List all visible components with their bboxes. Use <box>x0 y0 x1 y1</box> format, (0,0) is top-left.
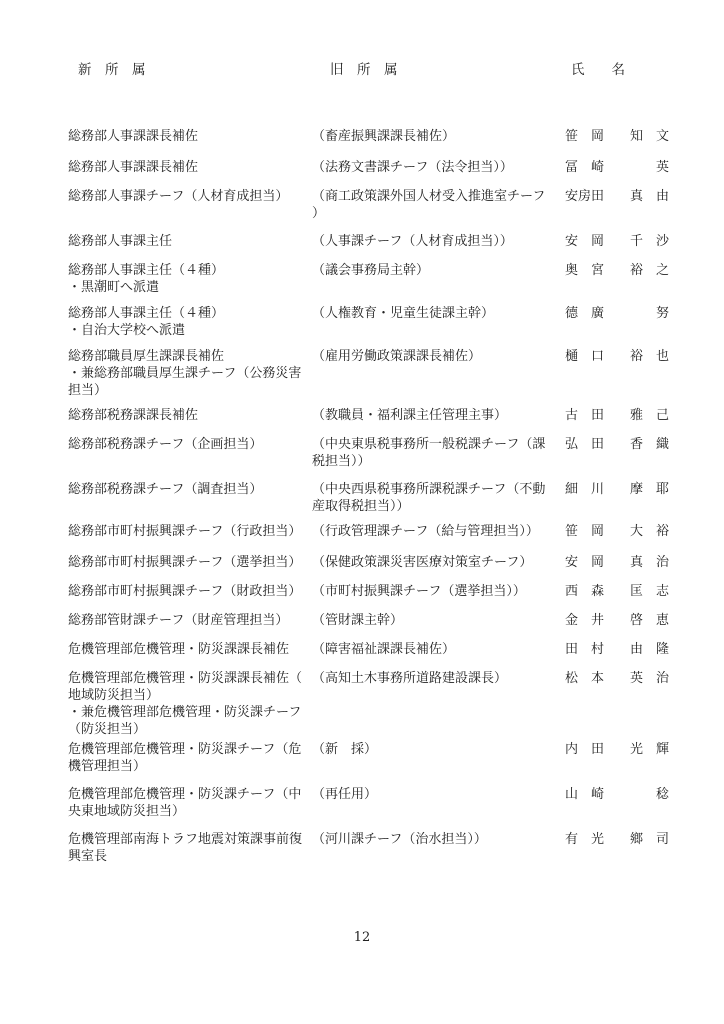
new-affiliation-cell: 総務部人事課課長補佐 <box>68 129 199 144</box>
old-affiliation-cell: （法務文書課チーフ（法令担当）） <box>312 160 513 175</box>
old-affiliation-cell: （保健政策課災害医療対策室チーフ） <box>312 555 533 570</box>
new-affiliation-cell: 総務部市町村振興課チーフ（行政担当） <box>68 524 302 539</box>
person-name-cell: 金 井 啓 恵 <box>565 613 670 628</box>
new-affiliation-header: 新 所 属 <box>78 62 146 78</box>
new-affiliation-cell: 総務部税務課課長補佐 <box>68 408 199 423</box>
new-affiliation-cell: 総務部税務課チーフ（企画担当） <box>68 437 263 452</box>
old-affiliation-cell: （河川課チーフ（治水担当）） <box>312 832 487 847</box>
old-affiliation-cell: （畜産振興課課長補佐） <box>312 129 456 144</box>
old-affiliation-cell: （高知土木事務所道路建設課長） <box>312 671 508 686</box>
person-name-cell: 松 本 英 治 <box>565 671 670 686</box>
person-name-cell: 冨 崎 英 <box>565 160 670 175</box>
person-name-cell: 笹 岡 大 裕 <box>565 524 670 539</box>
old-affiliation-cell: （中央西県税事務所課税課チーフ（不動 産取得税担当）） <box>312 482 546 514</box>
old-affiliation-cell: （中央東県税事務所一般税課チーフ（課 税担当）） <box>312 437 546 469</box>
new-affiliation-cell: 総務部人事課主任（４種） ・自治大学校へ派遣 <box>68 306 225 338</box>
person-name-cell: 奥 宮 裕 之 <box>565 263 670 278</box>
old-affiliation-cell: （新 採） <box>312 742 378 757</box>
name-header: 氏 名 <box>571 62 625 78</box>
old-affiliation-cell: （教職員・福利課主任管理主事） <box>312 408 508 423</box>
new-affiliation-cell: 総務部管財課チーフ（財産管理担当） <box>68 613 289 628</box>
old-affiliation-cell: （雇用労働政策課課長補佐） <box>312 349 482 364</box>
new-affiliation-cell: 危機管理部危機管理・防災課チーフ（危 機管理担当） <box>68 742 302 774</box>
person-name-cell: 細 川 摩 耶 <box>565 482 670 497</box>
person-name-cell: 山 崎 稔 <box>565 787 670 802</box>
old-affiliation-cell: （再任用） <box>312 787 378 802</box>
person-name-cell: 樋 口 裕 也 <box>565 349 670 364</box>
person-name-cell: 笹 岡 知 文 <box>565 129 670 144</box>
person-name-cell: 安房田 真 由 <box>565 189 670 204</box>
new-affiliation-cell: 総務部税務課チーフ（調査担当） <box>68 482 263 497</box>
new-affiliation-cell: 危機管理部南海トラフ地震対策課事前復 興室長 <box>68 832 303 864</box>
old-affiliation-cell: （市町村振興課チーフ（選挙担当）） <box>312 584 526 599</box>
old-affiliation-cell: （人権教育・児童生徒課主幹） <box>312 306 495 321</box>
old-affiliation-cell: （行政管理課チーフ（給与管理担当）） <box>312 524 539 539</box>
person-name-cell: 西 森 匡 志 <box>565 584 670 599</box>
new-affiliation-cell: 総務部人事課主任（４種） ・黒潮町へ派遣 <box>68 263 225 295</box>
new-affiliation-cell: 総務部人事課主任 <box>68 234 173 249</box>
old-affiliation-cell: （管財課主幹） <box>312 613 404 628</box>
page-number: 12 <box>353 930 371 945</box>
new-affiliation-cell: 総務部市町村振興課チーフ（選挙担当） <box>68 555 302 570</box>
person-name-cell: 有 光 鄉 司 <box>565 832 670 847</box>
table-header <box>0 58 724 78</box>
old-affiliation-cell: （議会事務局主幹） <box>312 263 430 278</box>
old-affiliation-cell: （商工政策課外国人材受入推進室チーフ ） <box>312 189 546 221</box>
new-affiliation-cell: 総務部人事課チーフ（人材育成担当） <box>68 189 289 204</box>
old-affiliation-header: 旧 所 属 <box>330 62 398 78</box>
new-affiliation-cell: 危機管理部危機管理・防災課課長補佐 <box>68 642 290 657</box>
old-affiliation-cell: （障害福祉課課長補佐） <box>312 642 456 657</box>
person-name-cell: 古 田 雅 己 <box>565 408 670 423</box>
person-name-cell: 内 田 光 輝 <box>565 742 670 757</box>
new-affiliation-cell: 総務部市町村振興課チーフ（財政担当） <box>68 584 302 599</box>
person-name-cell: 安 岡 千 沙 <box>565 234 670 249</box>
person-name-cell: 安 岡 真 治 <box>565 555 670 570</box>
new-affiliation-cell: 総務部職員厚生課課長補佐 ・兼総務部職員厚生課チーフ（公務災害 担当） <box>68 349 302 398</box>
person-name-cell: 弘 田 香 織 <box>565 437 670 452</box>
new-affiliation-cell: 危機管理部危機管理・防災課チーフ（中 央東地域防災担当） <box>68 787 302 819</box>
person-name-cell: 田 村 由 隆 <box>565 642 670 657</box>
person-name-cell: 德 廣 努 <box>565 306 670 321</box>
new-affiliation-cell: 危機管理部危機管理・防災課課長補佐（ 地域防災担当） ・兼危機管理部危機管理・防災課チーフ （防災担当） <box>68 671 303 737</box>
old-affiliation-cell: （人事課チーフ（人材育成担当）） <box>312 234 513 249</box>
new-affiliation-cell: 総務部人事課課長補佐 <box>68 160 199 175</box>
